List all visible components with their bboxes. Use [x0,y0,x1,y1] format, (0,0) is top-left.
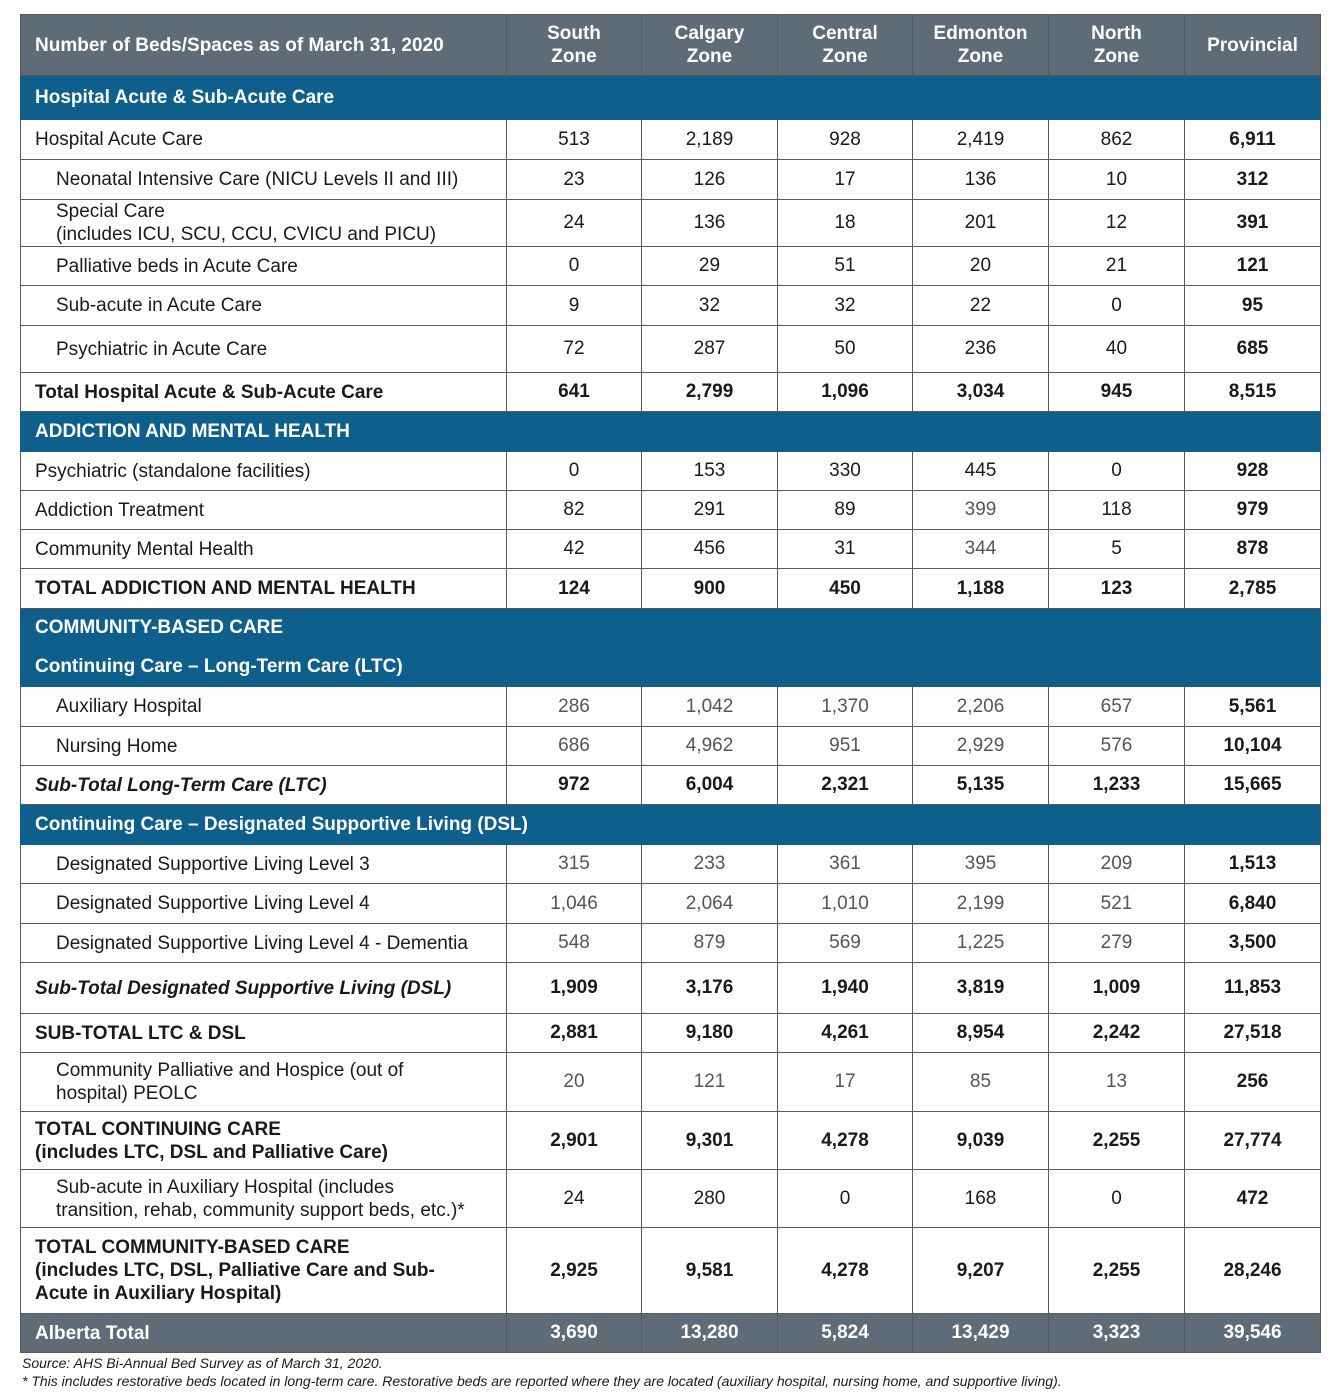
cell-south-zone: 513 [507,120,642,160]
cell-central-zone: 928 [778,120,913,160]
cell-north-zone: 1,009 [1049,963,1185,1014]
section-title: COMMUNITY-BASED CARE [21,609,1321,648]
table-row [21,687,1321,727]
cell-north-zone: 21 [1049,247,1185,286]
cell-south-zone: 20 [507,1053,642,1112]
cell-calgary-zone: 2,189 [642,120,778,160]
table-row [21,963,1321,1014]
cell-calgary-zone: 29 [642,247,778,286]
row-label-line: Palliative beds in Acute Care [56,255,298,277]
cell-calgary-zone: 136 [642,200,778,247]
cell-south-zone: 315 [507,845,642,884]
header-south-zone: South Zone [507,15,642,76]
cell-south-zone: 1,046 [507,884,642,924]
cell-provincial: 6,840 [1185,884,1321,924]
table-row [21,884,1321,924]
table-row [21,727,1321,766]
header-central-zone: Central Zone [778,15,913,76]
row-label-line: TOTAL ADDICTION AND MENTAL HEALTH [35,578,416,599]
cell-south-zone: 286 [507,687,642,727]
cell-provincial: 28,246 [1185,1228,1321,1314]
cell-south-zone: 0 [507,452,642,491]
cell-edmonton-zone: 168 [913,1170,1049,1228]
cell-north-zone: 0 [1049,452,1185,491]
cell-edmonton-zone: 85 [913,1053,1049,1112]
row-label [21,963,507,1014]
header-north-zone: North Zone [1049,15,1185,76]
cell-provincial: 472 [1185,1170,1321,1228]
row-label [21,452,507,491]
cell-central-zone: 361 [778,845,913,884]
cell-central-zone: 2,321 [778,766,913,805]
cell-south-zone: 82 [507,491,642,530]
cell-south-zone: 548 [507,924,642,963]
table-row [21,1228,1321,1314]
row-label-line: (includes LTC, DSL, Palliative Care and Sub- [35,1260,435,1281]
row-label-line: Sub-acute in Auxiliary Hospital (includes [56,1176,394,1198]
cell-edmonton-zone: 344 [913,530,1049,569]
cell-edmonton-zone: 395 [913,845,1049,884]
cell-edmonton-zone: 1,225 [913,924,1049,963]
table-row [21,924,1321,963]
cell-calgary-zone: 1,042 [642,687,778,727]
row-label-line: Psychiatric in Acute Care [56,338,268,360]
table-row [21,452,1321,491]
row-label [21,924,507,963]
cell-central-zone: 32 [778,286,913,326]
cell-south-zone: 3,690 [507,1314,642,1353]
asterisk-note: * This includes restorative beds located in long-term care. Restorative beds are reported where they are located (auxiliary hospital, nursing home, and supportive living). [22,1373,1062,1389]
cell-provincial: 256 [1185,1053,1321,1112]
cell-calgary-zone: 900 [642,569,778,609]
table-row [21,1053,1321,1112]
table-row [21,766,1321,805]
row-label [21,845,507,884]
row-label-line: Designated Supportive Living Level 4 [56,893,370,914]
row-label [21,1170,507,1228]
cell-central-zone: 1,096 [778,373,913,412]
section-title: Continuing Care – Designated Supportive Living (DSL) [21,805,1321,845]
table-row [21,160,1321,200]
row-label-line: Designated Supportive Living Level 3 [56,853,370,875]
cell-central-zone: 1,940 [778,963,913,1014]
footnotes [20,1354,1320,1390]
row-label-line: Addiction Treatment [35,499,204,521]
table-row [21,1112,1321,1170]
cell-central-zone: 17 [778,1053,913,1112]
section-header-row [21,805,1321,845]
row-label-line: Auxiliary Hospital [56,696,202,717]
row-label-line: Community Palliative and Hospice (out of [56,1060,404,1081]
section-title: Hospital Acute & Sub-Acute Care [21,76,1321,120]
cell-provincial: 2,785 [1185,569,1321,609]
table-row [21,1014,1321,1053]
row-label [21,247,507,286]
cell-provincial: 8,515 [1185,373,1321,412]
cell-south-zone: 24 [507,1170,642,1228]
cell-north-zone: 2,255 [1049,1228,1185,1314]
header-edmonton-zone: Edmonton Zone [913,15,1049,76]
cell-south-zone: 0 [507,247,642,286]
row-label-line: Community Mental Health [35,538,254,560]
cell-provincial: 1,513 [1185,845,1321,884]
cell-edmonton-zone: 1,188 [913,569,1049,609]
cell-calgary-zone: 233 [642,845,778,884]
cell-provincial: 27,774 [1185,1112,1321,1170]
cell-calgary-zone: 13,280 [642,1314,778,1353]
header-title: Number of Beds/Spaces as of March 31, 2020 [21,15,507,76]
row-label [21,1112,507,1170]
cell-provincial: 95 [1185,286,1321,326]
row-label-line: Hospital Acute Care [35,129,203,150]
cell-central-zone: 5,824 [778,1314,913,1353]
row-label [21,120,507,160]
row-label-line: Acute in Auxiliary Hospital) [35,1283,282,1304]
row-label [21,373,507,412]
cell-south-zone: 686 [507,727,642,766]
cell-calgary-zone: 3,176 [642,963,778,1014]
header-row [21,15,1321,76]
cell-central-zone: 50 [778,326,913,373]
cell-south-zone: 2,901 [507,1112,642,1170]
cell-provincial: 11,853 [1185,963,1321,1014]
table-row [21,845,1321,884]
cell-provincial: 979 [1185,491,1321,530]
cell-calgary-zone: 121 [642,1053,778,1112]
row-label-line: SUB-TOTAL LTC & DSL [35,1022,246,1044]
table-row [21,247,1321,286]
cell-north-zone: 0 [1049,1170,1185,1228]
cell-north-zone: 12 [1049,200,1185,247]
cell-central-zone: 18 [778,200,913,247]
cell-edmonton-zone: 22 [913,286,1049,326]
cell-south-zone: 1,909 [507,963,642,1014]
cell-provincial: 39,546 [1185,1314,1321,1353]
cell-provincial: 878 [1185,530,1321,569]
row-label [21,200,507,247]
row-label [21,1014,507,1053]
cell-edmonton-zone: 5,135 [913,766,1049,805]
row-label [21,1314,507,1353]
cell-north-zone: 279 [1049,924,1185,963]
cell-edmonton-zone: 2,419 [913,120,1049,160]
cell-calgary-zone: 2,064 [642,884,778,924]
row-label [21,727,507,766]
row-label [21,491,507,530]
row-label [21,569,507,609]
section-header-row [21,648,1321,687]
row-label-line: hospital) PEOLC [56,1083,198,1104]
row-label-line: (includes LTC, DSL and Palliative Care) [35,1141,388,1163]
cell-central-zone: 1,010 [778,884,913,924]
cell-calgary-zone: 153 [642,452,778,491]
cell-provincial: 15,665 [1185,766,1321,805]
row-label-line: Neonatal Intensive Care (NICU Levels II and III) [56,169,459,190]
row-label-line: Nursing Home [56,735,178,757]
cell-edmonton-zone: 9,039 [913,1112,1049,1170]
cell-provincial: 121 [1185,247,1321,286]
row-label [21,530,507,569]
table-row [21,373,1321,412]
cell-calgary-zone: 9,180 [642,1014,778,1053]
cell-south-zone: 2,925 [507,1228,642,1314]
cell-central-zone: 450 [778,569,913,609]
section-header-row [21,412,1321,452]
cell-north-zone: 0 [1049,286,1185,326]
cell-north-zone: 576 [1049,727,1185,766]
cell-provincial: 27,518 [1185,1014,1321,1053]
cell-north-zone: 3,323 [1049,1314,1185,1353]
row-label-line: Sub-Total Long-Term Care (LTC) [35,774,327,796]
cell-north-zone: 209 [1049,845,1185,884]
cell-calgary-zone: 879 [642,924,778,963]
row-label [21,884,507,924]
cell-central-zone: 4,261 [778,1014,913,1053]
cell-provincial: 312 [1185,160,1321,200]
row-label-line: transition, rehab, community support beds, etc.)* [56,1199,465,1221]
cell-south-zone: 23 [507,160,642,200]
cell-calgary-zone: 6,004 [642,766,778,805]
cell-edmonton-zone: 2,199 [913,884,1049,924]
cell-north-zone: 40 [1049,326,1185,373]
cell-north-zone: 1,233 [1049,766,1185,805]
row-label-line: Psychiatric (standalone facilities) [35,460,311,482]
cell-edmonton-zone: 9,207 [913,1228,1049,1314]
cell-calgary-zone: 280 [642,1170,778,1228]
cell-south-zone: 72 [507,326,642,373]
cell-provincial: 6,911 [1185,120,1321,160]
cell-edmonton-zone: 136 [913,160,1049,200]
row-label [21,1228,507,1314]
cell-edmonton-zone: 236 [913,326,1049,373]
row-label-line: Special Care [56,201,165,222]
cell-central-zone: 951 [778,727,913,766]
cell-calgary-zone: 9,301 [642,1112,778,1170]
cell-south-zone: 42 [507,530,642,569]
row-label [21,160,507,200]
table-row [21,1170,1321,1228]
row-label [21,1053,507,1112]
beds-table [20,14,1321,1353]
row-label [21,766,507,805]
cell-edmonton-zone: 2,206 [913,687,1049,727]
cell-provincial: 391 [1185,200,1321,247]
row-label-line: Sub-acute in Acute Care [56,295,262,316]
table-row [21,530,1321,569]
cell-calgary-zone: 291 [642,491,778,530]
cell-central-zone: 4,278 [778,1228,913,1314]
cell-north-zone: 945 [1049,373,1185,412]
cell-edmonton-zone: 445 [913,452,1049,491]
table-row [21,491,1321,530]
row-label-line: Sub-Total Designated Supportive Living (DSL) [35,977,452,999]
cell-south-zone: 9 [507,286,642,326]
cell-south-zone: 972 [507,766,642,805]
bed-survey-report [20,14,1320,1390]
cell-central-zone: 4,278 [778,1112,913,1170]
table-row [21,286,1321,326]
cell-calgary-zone: 287 [642,326,778,373]
cell-calgary-zone: 32 [642,286,778,326]
row-label-line: Alberta Total [35,1322,150,1344]
cell-edmonton-zone: 8,954 [913,1014,1049,1053]
section-header-row [21,76,1321,120]
cell-north-zone: 2,255 [1049,1112,1185,1170]
cell-north-zone: 2,242 [1049,1014,1185,1053]
cell-central-zone: 569 [778,924,913,963]
cell-south-zone: 124 [507,569,642,609]
row-label-line: TOTAL CONTINUING CARE [35,1118,281,1140]
cell-south-zone: 24 [507,200,642,247]
cell-central-zone: 0 [778,1170,913,1228]
table-row [21,200,1321,247]
row-label [21,286,507,326]
cell-edmonton-zone: 20 [913,247,1049,286]
cell-provincial: 5,561 [1185,687,1321,727]
cell-central-zone: 17 [778,160,913,200]
cell-provincial: 10,104 [1185,727,1321,766]
cell-central-zone: 31 [778,530,913,569]
cell-provincial: 928 [1185,452,1321,491]
cell-calgary-zone: 4,962 [642,727,778,766]
source-note: Source: AHS Bi-Annual Bed Survey as of March 31, 2020. [22,1355,383,1371]
cell-north-zone: 5 [1049,530,1185,569]
header-calgary-zone: Calgary Zone [642,15,778,76]
row-label-line: Designated Supportive Living Level 4 - Dementia [56,932,468,954]
cell-south-zone: 2,881 [507,1014,642,1053]
cell-north-zone: 862 [1049,120,1185,160]
cell-provincial: 685 [1185,326,1321,373]
cell-edmonton-zone: 3,034 [913,373,1049,412]
cell-calgary-zone: 2,799 [642,373,778,412]
cell-edmonton-zone: 201 [913,200,1049,247]
row-label-line: Total Hospital Acute & Sub-Acute Care [35,381,384,403]
cell-edmonton-zone: 13,429 [913,1314,1049,1353]
cell-edmonton-zone: 399 [913,491,1049,530]
cell-calgary-zone: 126 [642,160,778,200]
table-row [21,326,1321,373]
section-header-row [21,609,1321,648]
cell-south-zone: 641 [507,373,642,412]
cell-provincial: 3,500 [1185,924,1321,963]
cell-edmonton-zone: 3,819 [913,963,1049,1014]
cell-edmonton-zone: 2,929 [913,727,1049,766]
row-label-line: TOTAL COMMUNITY-BASED CARE [35,1237,350,1258]
cell-north-zone: 123 [1049,569,1185,609]
cell-north-zone: 118 [1049,491,1185,530]
cell-north-zone: 13 [1049,1053,1185,1112]
cell-central-zone: 51 [778,247,913,286]
section-title: ADDICTION AND MENTAL HEALTH [21,412,1321,452]
section-title: Continuing Care – Long-Term Care (LTC) [21,648,1321,687]
grand-total-row [21,1314,1321,1353]
cell-north-zone: 10 [1049,160,1185,200]
cell-north-zone: 657 [1049,687,1185,727]
table-body [21,76,1321,1353]
cell-calgary-zone: 456 [642,530,778,569]
header-provincial: Provincial [1185,15,1321,76]
cell-central-zone: 1,370 [778,687,913,727]
row-label-line: (includes ICU, SCU, CCU, CVICU and PICU) [56,224,437,245]
table-row [21,569,1321,609]
cell-central-zone: 89 [778,491,913,530]
cell-north-zone: 521 [1049,884,1185,924]
row-label [21,326,507,373]
cell-central-zone: 330 [778,452,913,491]
table-row [21,120,1321,160]
row-label [21,687,507,727]
cell-calgary-zone: 9,581 [642,1228,778,1314]
